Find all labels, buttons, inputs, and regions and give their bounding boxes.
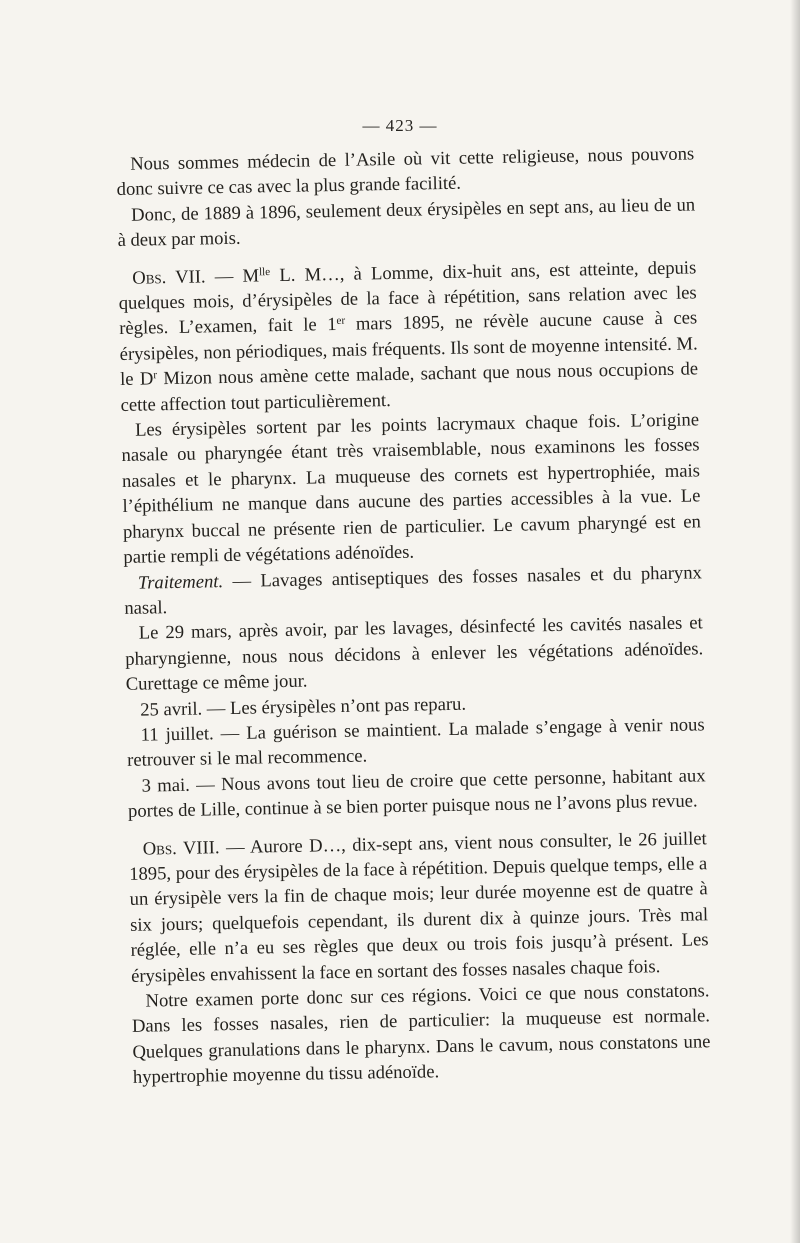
paragraph-erysipeles: Les érysipèles sortent par les points lacrymaux chaque fois. L’origine nasale ou pharyngée étant très vraisemblable, nous examinons les fosses nasales et le pharynx. La muqueuse des cornets est hypertrophiée, mais l’épithélium ne manque dans aucune des parties accessibles à la vue. Le pharynx buccal ne présente rien de particulier. Le cavum pharyngé est en partie rempli de végétations adénoïdes. — [121, 409, 702, 569]
observation-vii-doctor-sup: r — [153, 369, 158, 382]
observation-viii-text: Aurore D…, dix-sept ans, vient nous consulter, le 26 juillet 1895, pour des érysipèles de la face à répétition. Depuis quelque temps, elle a un érysipèle vers la fin de chaque mois; leur durée moyenne est de quatre à six jours; quelquefois cependant, ils durent dix à quinze jours. Très mal réglée, elle n’a eu ses règles que deux ou trois fois jusqu’à présent. Les érysipèles envahissent la face en sortant des fosses nasales chaque fois. — [129, 827, 709, 987]
observation-vii-title-sup: lle — [258, 265, 271, 278]
body-text — [116, 141, 711, 1090]
observation-vii-text-a: L. M…, à Lomme, dix-huit ans, est atteinte, depuis quelques mois, d’érysipèles de la face à répétition, sans relation avec les règles. L’examen, fait le 1 — [118, 257, 697, 340]
observation-vii-title-prefix: M — [242, 265, 260, 287]
observation-vii-label: Obs. VII. — — [132, 265, 234, 289]
observation-viii — [129, 826, 710, 989]
observation-vii-text-b: mars 1895, ne révèle aucune cause à ces érysipèles, non périodiques, mais fréquents. Ils sont de moyenne intensité. M. le D — [119, 307, 698, 391]
observation-viii-label: Obs. VIII. — — [142, 836, 245, 860]
paragraph-11-juillet: 11 juillet. — La guérison se maintient. La malade s’engage à venir nous retrouver si le mal recommence. — [126, 714, 705, 772]
traitement-text: — Lavages antiseptiques des fosses nasales et du pharynx nasal. — [124, 561, 702, 619]
paragraph-donc: Donc, de 1889 à 1896, seulement deux érysipèles en sept ans, au lieu de un à deux par mois. — [117, 194, 696, 252]
paragraph-29-mars: Le 29 mars, après avoir, par les lavages, désinfecté les cavités nasales et pharyngienne, nous nous décidons à enlever les végétations adénoïdes. Curettage ce même jour. — [125, 612, 704, 696]
paragraph-25-avril: 25 avril. — Les érysipèles n’ont pas reparu. — [140, 693, 467, 721]
observation-vii-text-c: Mizon nous amène cette malade, sachant que nous nous occupions de cette affection tout particulièrement. — [120, 358, 699, 416]
observation-vii — [118, 255, 699, 418]
paragraph-notre-examen: Notre examen porte donc sur ces régions. Voici ce que nous constatons. Dans les fosses nasales, rien de particulier: la muqueuse est normale. Quelques granulations dans le pharynx. Dans le cavum, nous constatons une hypertrophie moyenne du tissu adénoïde. — [131, 980, 711, 1089]
paragraph-3-mai: 3 mai. — Nous avons tout lieu de croire que cette personne, habitant aux portes de Lille, continue à se bien porter puisque nous ne l’avons plus revue. — [127, 765, 706, 823]
page-edge-shadow — [790, 0, 800, 1243]
paragraph-asile: Nous sommes médecin de l’Asile où vit cette religieuse, nous pouvons donc suivre ce cas avec la plus grande facilité. — [116, 143, 695, 201]
page-number: — 423 — — [362, 116, 438, 135]
traitement-label: Traitement. — [137, 570, 224, 594]
observation-vii-date-sup: er — [336, 315, 346, 328]
